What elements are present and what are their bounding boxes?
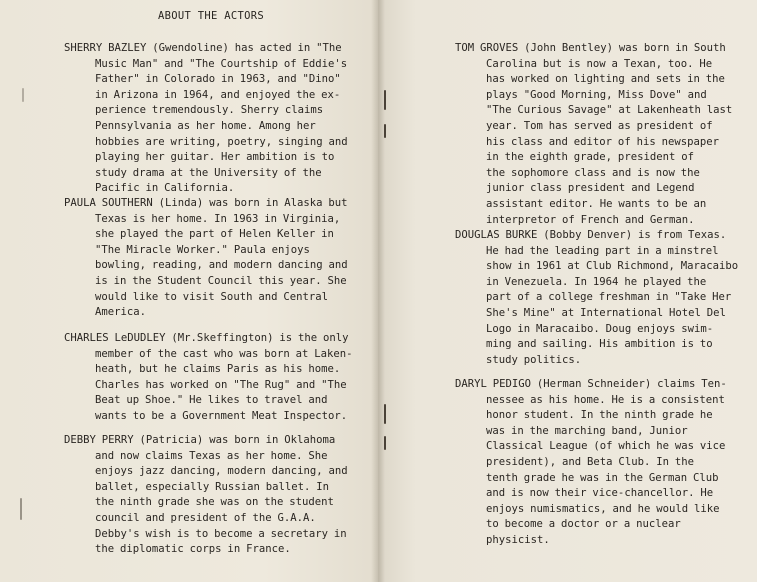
binder-hole-mark xyxy=(384,90,386,110)
bio-line: plays "Good Morning, Miss Dove" and xyxy=(486,88,707,101)
bio-line: ming and sailing. His ambition is to xyxy=(486,338,713,351)
bio-line: She's Mine" at International Hotel Del xyxy=(486,306,726,319)
bio-line: heath, but he claims Paris as his home. xyxy=(95,363,341,376)
bio-line: has worked on lighting and sets in the xyxy=(486,73,725,86)
bio-line: would like to visit South and Central xyxy=(95,290,328,303)
bio-line: was in the marching band, Junior xyxy=(486,424,688,437)
bio-line: enjoys numismatics, and he would like xyxy=(486,502,720,515)
bio-line: Father" in Colorado in 1963, and "Dino" xyxy=(95,73,341,86)
actor-bio-debby-perry xyxy=(64,433,364,558)
bio-line: DOUGLAS BURKE (Bobby Denver) is from Texas. xyxy=(455,229,727,241)
bio-line: He had the leading part in a minstrel xyxy=(486,244,719,257)
bio-line: in the eighth grade, president of xyxy=(486,151,694,164)
bio-line: Debby's wish is to become a secretary in xyxy=(95,527,347,540)
bio-line: SHERRY BAZLEY (Gwendoline) has acted in "The xyxy=(64,42,342,54)
bio-line: show in 1961 at Club Richmond, Maracaibo xyxy=(486,260,739,273)
bio-line: is in the Student Council this year. She xyxy=(95,274,347,287)
bio-line: council and president of the G.A.A. xyxy=(95,511,316,524)
bio-line: Texas is her home. In 1963 in Virginia, xyxy=(95,212,341,225)
bio-line: junior class president and Legend xyxy=(486,182,695,195)
bio-line: playing her guitar. Her ambition is to xyxy=(95,151,335,164)
bio-line: she played the part of Helen Keller in xyxy=(95,228,334,241)
actor-bio-tom-groves xyxy=(455,41,750,228)
bio-line: and now claims Texas as her home. She xyxy=(95,449,328,462)
bio-line: DARYL PEDIGO (Herman Schneider) claims Ten- xyxy=(455,378,727,390)
left-page xyxy=(0,0,378,582)
bio-line: year. Tom has served as president of xyxy=(486,119,713,132)
bio-line: member of the cast who was born at Laken- xyxy=(95,347,353,360)
bio-line: study politics. xyxy=(486,353,582,366)
bio-line: bowling, reading, and modern dancing and xyxy=(95,259,348,272)
bio-line: in Arizona in 1964, and enjoyed the ex- xyxy=(95,88,341,101)
bio-line: Logo in Maracaibo. Doug enjoys swim- xyxy=(486,322,714,335)
bio-line: perience tremendously. Sherry claims xyxy=(95,104,324,117)
bio-line: Charles has worked on "The Rug" and "The xyxy=(95,378,347,391)
actor-bio-daryl-pedigo xyxy=(455,377,750,549)
bio-line: TOM GROVES (John Bentley) was born in South xyxy=(455,42,726,54)
bio-line: part of a college freshman in "Take Her xyxy=(486,291,732,304)
actor-bio-charles-ledudley xyxy=(64,331,364,425)
bio-line: hobbies are writing, poetry, singing and xyxy=(95,135,348,148)
bio-line: America. xyxy=(95,306,147,319)
bio-line: president), and Beta Club. In the xyxy=(486,455,694,468)
bio-line: "The Curious Savage" at Lakenheath last xyxy=(486,104,733,117)
bio-line: CHARLES LeDUDLEY (Mr.Skeffington) is the only xyxy=(64,332,349,344)
bio-line: PAULA SOUTHERN (Linda) was born in Alaska but xyxy=(64,197,348,209)
bio-line: ballet, especially Russian ballet. In xyxy=(95,480,329,493)
bio-line: DEBBY PERRY (Patricia) was born in Oklahoma xyxy=(64,434,336,446)
binder-hole-mark xyxy=(384,404,386,424)
bio-line: and is now their vice-chancellor. He xyxy=(486,487,714,500)
bio-line: his class and editor of his newspaper xyxy=(486,135,719,148)
binder-hole-mark xyxy=(384,124,386,138)
bio-line: "The Miracle Worker." Paula enjoys xyxy=(95,243,310,256)
bio-line: Beat up Shoe." He likes to travel and xyxy=(95,394,328,407)
bio-line: nessee as his home. He is a consistent xyxy=(486,393,725,406)
bio-line: in Venezuela. In 1964 he played the xyxy=(486,275,707,288)
bio-line: wants to be a Government Meat Inspector. xyxy=(95,409,348,422)
bio-line: enjoys jazz dancing, modern dancing, and xyxy=(95,465,348,478)
right-page xyxy=(378,0,757,582)
bio-line: the sophomore class and is now the xyxy=(486,166,700,179)
bio-line: to become a doctor or a nuclear xyxy=(486,518,681,531)
page-heading: ABOUT THE ACTORS xyxy=(158,10,264,22)
binder-hole-mark xyxy=(384,436,386,450)
bio-line: Classical League (of which he was vice xyxy=(486,440,726,453)
actor-bio-paula-southern xyxy=(64,196,364,321)
bio-line: Pacific in California. xyxy=(95,182,235,195)
bio-line: physicist. xyxy=(486,533,550,546)
bio-line: tenth grade he was in the German Club xyxy=(486,471,719,484)
bio-line: Music Man" and "The Courtship of Eddie's xyxy=(95,57,348,70)
bio-line: Carolina but is now a Texan, too. He xyxy=(486,57,713,70)
bio-line: honor student. In the ninth grade he xyxy=(486,409,713,422)
actor-bio-douglas-burke xyxy=(455,228,750,368)
binder-hole-mark xyxy=(20,498,22,520)
bio-line: the diplomatic corps in France. xyxy=(95,543,291,556)
bio-line: interpretor of French and German. xyxy=(486,213,695,226)
bio-line: Pennsylvania as her home. Among her xyxy=(95,119,316,132)
binder-hole-mark xyxy=(22,88,24,102)
bio-line: the ninth grade she was on the student xyxy=(95,496,334,509)
actor-bio-sherry-bazley xyxy=(64,41,364,197)
bio-line: assistant editor. He wants to be an xyxy=(486,197,707,210)
bio-line: study drama at the University of the xyxy=(95,166,322,179)
